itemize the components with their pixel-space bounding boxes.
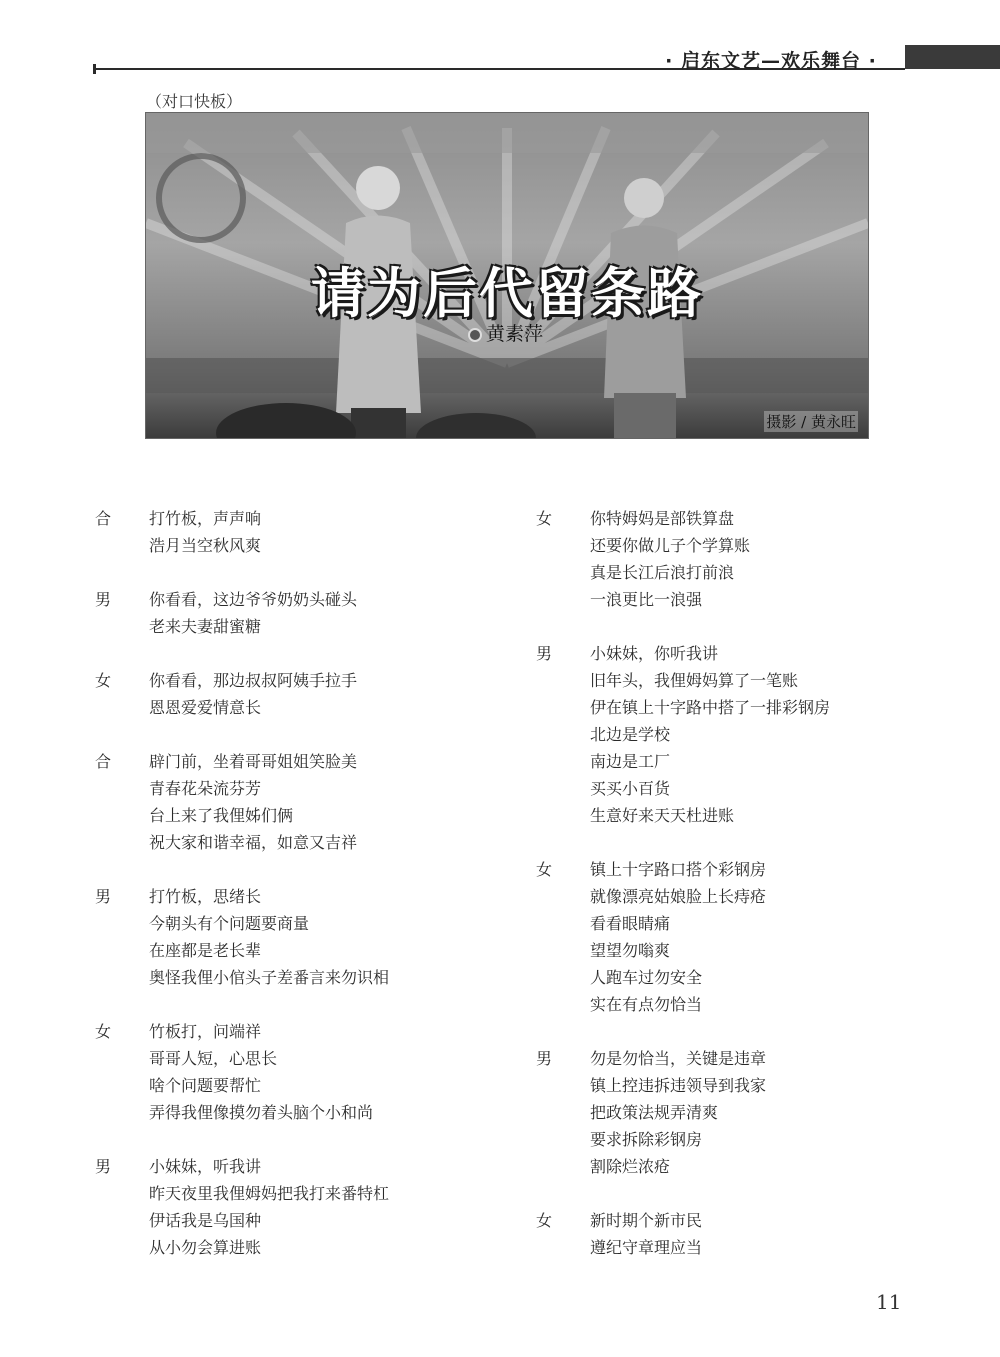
genre-label: （对口快板） <box>146 92 243 111</box>
dialogue-line: 割除烂浓疮 <box>590 1157 671 1176</box>
dialogue-line: 老来夫妻甜蜜糖 <box>149 617 262 636</box>
stanza-lines <box>590 1045 916 1180</box>
header-block <box>905 45 1000 69</box>
speaker-label: 女 <box>95 671 112 690</box>
speaker-label: 男 <box>536 1049 553 1068</box>
right-column <box>536 505 916 1288</box>
speaker-label: 女 <box>536 860 553 879</box>
dialogue-line: 看看眼睛痛 <box>590 914 671 933</box>
stanza-lines <box>590 856 916 1018</box>
dialogue-stanza <box>95 667 475 721</box>
left-column <box>95 505 475 1288</box>
stanza-lines <box>590 1207 916 1261</box>
dialogue-stanza <box>536 1207 916 1261</box>
dialogue-line: 打竹板，思绪长 <box>149 887 262 906</box>
dialogue-stanza <box>536 856 916 1018</box>
dialogue-line: 今朝头有个问题要商量 <box>149 914 310 933</box>
stanza-lines <box>590 505 916 613</box>
dialogue-stanza <box>95 586 475 640</box>
stanza-lines <box>149 667 475 721</box>
dialogue-line: 实在有点勿恰当 <box>590 995 703 1014</box>
dialogue-line: 伊话我是乌国种 <box>149 1211 262 1230</box>
dialogue-line: 啥个问题要帮忙 <box>149 1076 262 1095</box>
dialogue-stanza <box>536 505 916 613</box>
speaker-label: 男 <box>95 590 112 609</box>
dialogue-line: 新时期个新市民 <box>590 1211 703 1230</box>
dialogue-line: 弄得我俚像摸勿着头脑个小和尚 <box>149 1103 374 1122</box>
dialogue-line: 小妹妹，你听我讲 <box>590 644 719 663</box>
bullet-icon <box>468 328 482 342</box>
speaker-label: 合 <box>95 752 112 771</box>
audience-head <box>416 413 536 438</box>
dialogue-line: 还要你做儿子个学算账 <box>590 536 751 555</box>
stage-edge <box>146 358 868 393</box>
dialogue-stanza <box>536 640 916 829</box>
stanza-lines <box>149 505 475 559</box>
dialogue-line: 就像漂亮姑娘脸上长痔疮 <box>590 887 767 906</box>
dialogue-line: 真是长江后浪打前浪 <box>590 563 735 582</box>
title-photo <box>145 112 869 439</box>
stanza-lines <box>149 748 475 856</box>
dialogue-line: 一浪更比一浪强 <box>590 590 703 609</box>
stanza-lines <box>590 640 916 829</box>
dialogue-line: 浩月当空秋风爽 <box>149 536 262 555</box>
dialogue-line: 勿是勿恰当，关键是违章 <box>590 1049 767 1068</box>
dialogue-line: 镇上十字路口搭个彩钢房 <box>590 860 767 879</box>
dialogue-line: 恩恩爱爱情意长 <box>149 698 262 717</box>
dialogue-line: 镇上控违拆违领导到我家 <box>590 1076 767 1095</box>
dialogue-stanza <box>95 883 475 991</box>
dialogue-line: 北边是学校 <box>590 725 671 744</box>
dialogue-line: 昨天夜里我俚姆妈把我打来番特杠 <box>149 1184 390 1203</box>
dialogue-stanza <box>95 505 475 559</box>
dialogue-line: 要求拆除彩钢房 <box>590 1130 703 1149</box>
speaker-label: 男 <box>95 1157 112 1176</box>
page-number: 11 <box>876 1290 902 1314</box>
dialogue-line: 把政策法规弄清爽 <box>590 1103 719 1122</box>
section-header: · 启东文艺—欢乐舞台 · <box>665 50 877 72</box>
audience-head <box>216 403 356 438</box>
dialogue-line: 遵纪守章理应当 <box>590 1238 703 1257</box>
dialogue-line: 在座都是老长辈 <box>149 941 262 960</box>
dialogue-line: 望望勿嗡爽 <box>590 941 671 960</box>
author-name: 黄素萍 <box>486 323 544 345</box>
dialogue-line: 祝大家和谐幸福，如意又吉祥 <box>149 833 358 852</box>
dialogue-line: 青春花朵流芬芳 <box>149 779 262 798</box>
photo-credit: 摄影 / 黄永旺 <box>766 413 856 431</box>
dialogue-line: 台上来了我俚姊们俩 <box>149 806 294 825</box>
dialogue-line: 辟门前，坐着哥哥姐姐笑脸美 <box>149 752 358 771</box>
speaker-label: 女 <box>536 509 553 528</box>
stanza-lines <box>149 586 475 640</box>
dialogue-line: 生意好来天天杜进账 <box>590 806 735 825</box>
dialogue-line: 从小勿会算进账 <box>149 1238 262 1257</box>
dialogue-line: 南边是工厂 <box>590 752 671 771</box>
dialogue-stanza <box>95 748 475 856</box>
speaker-label: 男 <box>536 644 553 663</box>
dialogue-stanza <box>536 1045 916 1180</box>
dialogue-line: 你看看，那边叔叔阿姨手拉手 <box>149 671 358 690</box>
banner-logo <box>159 156 243 240</box>
dialogue-line: 旧年头，我俚姆妈算了一笔账 <box>590 671 799 690</box>
dialogue-line: 打竹板，声声响 <box>149 509 262 528</box>
dialogue-line: 人跑车过勿安全 <box>590 968 703 987</box>
dialogue-line: 你特姆妈是部铁算盘 <box>590 509 735 528</box>
dialogue-stanza <box>95 1153 475 1261</box>
stanza-lines <box>149 1018 475 1126</box>
dialogue-line: 奥怪我俚小倌头子差番言来勿识相 <box>149 968 390 987</box>
dialogue-line: 你看看，这边爷爷奶奶头碰头 <box>149 590 358 609</box>
speaker-label: 合 <box>95 509 112 528</box>
stanza-lines <box>149 1153 475 1261</box>
dialogue-line: 伊在镇上十字路中搭了一排彩钢房 <box>590 698 831 717</box>
dialogue-line: 竹板打，问端祥 <box>149 1022 262 1041</box>
speaker-label: 女 <box>536 1211 553 1230</box>
stanza-lines <box>149 883 475 991</box>
banner-top <box>146 113 868 153</box>
speaker-label: 男 <box>95 887 112 906</box>
dialogue-line: 买买小百货 <box>590 779 671 798</box>
article-title: 请为后代留条路 <box>311 262 703 325</box>
speaker-label: 女 <box>95 1022 112 1041</box>
dialogue-line: 哥哥人短，心思长 <box>149 1049 278 1068</box>
author-line <box>468 319 543 346</box>
dialogue-stanza <box>95 1018 475 1126</box>
dialogue-line: 小妹妹，听我讲 <box>149 1157 262 1176</box>
